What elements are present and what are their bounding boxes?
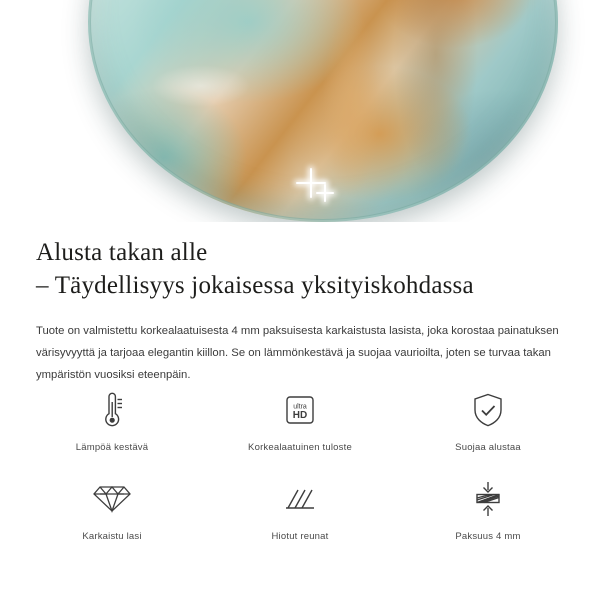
headline-line-2: – Täydellisyys jokaisessa yksityiskohdassa	[36, 272, 474, 299]
thickness-arrows-icon	[470, 477, 506, 521]
thermometer-icon	[95, 388, 129, 432]
ultra-hd-icon	[282, 388, 318, 432]
feature-item-polished-edges	[206, 477, 394, 542]
headline-line-1: Alusta takan alle	[36, 239, 208, 266]
shield-check-icon	[470, 388, 506, 432]
feature-item-thickness	[394, 477, 582, 542]
feature-label: Paksuus 4 mm	[455, 531, 521, 542]
feature-item-high-quality-print	[206, 388, 394, 453]
body-paragraph: Tuote on valmistettu korkealaatuisesta 4 mm paksuisesta karkaistusta lasista, joka korostaa painatuksen värisyvyyttä ja tarjoaa elegantin kiillon. Se on lämmönkestävä ja suojaa vaurioilta, joten se turvaa takan ympäristön vuosiksi eteenpäin.	[36, 325, 559, 381]
diamond-icon	[92, 477, 132, 521]
svg-text:ultra: ultra	[293, 403, 307, 411]
feature-label: Hiotut reunat	[271, 531, 329, 542]
feature-item-tempered-glass	[18, 477, 206, 542]
feature-label: Karkaistu lasi	[82, 531, 142, 542]
svg-text:HD: HD	[292, 410, 308, 421]
feature-label: Korkealaatuinen tuloste	[248, 442, 352, 453]
feature-label: Suojaa alustaa	[455, 442, 521, 453]
text-content	[0, 222, 600, 386]
hero-image	[0, 0, 600, 222]
marble-glass-disc	[88, 0, 558, 222]
feature-label: Lämpöä kestävä	[75, 442, 149, 453]
feature-grid	[0, 388, 600, 542]
feature-item-heat-resistant	[18, 388, 206, 453]
feature-item-protects-surface	[394, 388, 582, 453]
page-title	[0, 222, 600, 302]
polished-edges-icon	[282, 477, 318, 521]
